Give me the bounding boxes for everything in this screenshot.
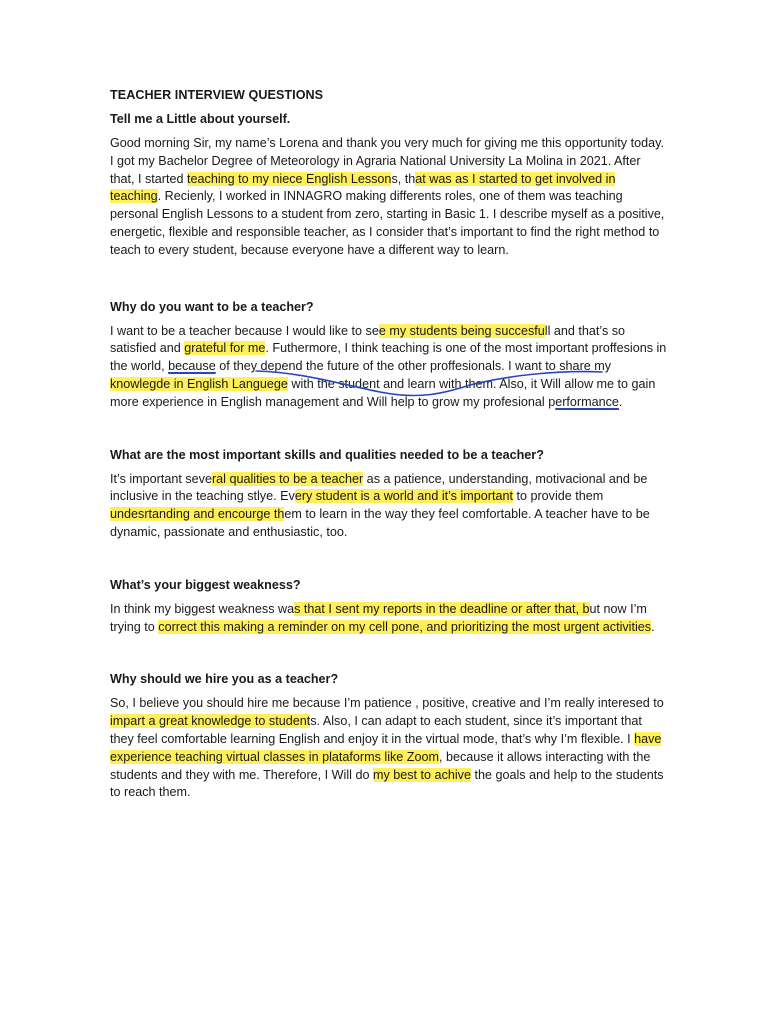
- highlighted-text: at was as I started to get involved in teaching: [110, 171, 616, 204]
- document-title: TEACHER INTERVIEW QUESTIONS: [110, 88, 324, 102]
- highlighted-text: ery student is a world and it’s important: [294, 489, 513, 504]
- question-why-teacher: Why do you want to be a teacher?: [110, 299, 314, 314]
- question-why-hire: Why should we hire you as a teacher?: [110, 672, 339, 687]
- answer-why-hire: [110, 695, 668, 802]
- highlighted-text: grateful for me: [184, 341, 266, 356]
- section-skills: [110, 446, 668, 542]
- answer-text: Good morning Sir, my name’s Lorena and thank you very much for giving me this opportunity today. I got my Bachelor Degree of Meteorology in Agraria National University La Molina in 2021. After that, I started: [110, 136, 664, 186]
- question-skills-qualities: What are the most important skills and qualities needed to be a teacher?: [110, 447, 544, 462]
- pen-underlined-text: erformance: [555, 394, 619, 409]
- answer-why-teacher: [110, 323, 668, 412]
- answer-text: the goals and help to the students to reach them.: [110, 767, 664, 800]
- answer-text: to provide them: [512, 489, 604, 504]
- section-hire: [110, 670, 668, 802]
- highlighted-text: have experience teaching virtual classes in plataforms like Zoom: [110, 731, 662, 764]
- highlighted-text: my best to achive: [372, 767, 471, 782]
- answer-text: ll and that’s so satisfied and: [110, 323, 626, 356]
- answer-text: It’s important seve: [110, 471, 212, 486]
- answer-text: s. Also, I can adapt to each student, since it’s important that they feel comfortable learning English and enjoy it in the virtual mode, that’s why I’m flexible. I: [110, 714, 642, 746]
- highlighted-text: s that I sent my reports in the deadline or after that, b: [294, 601, 590, 616]
- highlighted-text: knowlegde in English Languege: [110, 376, 288, 391]
- answer-text: as a patience, understanding, motivacional and be inclusive in the teaching stlye. Ev: [110, 471, 648, 504]
- answer-text: em to learn in the way they feel comfortable. A teacher have to be dynamic, passionate and enthusiastic, too.: [110, 507, 650, 539]
- answer-text: . Recienly, I worked in INNAGRO making differents roles, one of them was teaching personal English Lessons to a student from zero, starting in Basic 1. I describe myself as a positive, energetic, flexible and responsible teacher, as I consider that’s important to find the right method to teach to every student, because everyone have a different way to learn.: [110, 189, 665, 257]
- answer-text: .: [651, 619, 655, 634]
- highlighted-text: correct this making a reminder on my cell pone, and prioritizing the most urgent activities: [158, 619, 652, 634]
- highlighted-text: teaching to my niece English Lesson: [187, 171, 392, 186]
- question-biggest-weakness: What’s your biggest weakness?: [110, 577, 301, 592]
- question-about-yourself: Tell me a Little about yourself.: [110, 112, 291, 126]
- answer-text: So, I believe you should hire me because I’m patience , positive, creative and I’m really interesed to: [110, 696, 664, 711]
- highlighted-text: ral qualities to be a teacher: [211, 471, 364, 486]
- section-weakness: [110, 576, 668, 637]
- answer-text: I want to be a teacher because I would like to se: [110, 323, 379, 338]
- answer-text: ut now I’m trying to: [110, 601, 647, 634]
- answer-skills-qualities: [110, 471, 668, 542]
- answer-text: .: [618, 394, 623, 409]
- answer-biggest-weakness: [110, 601, 668, 637]
- answer-text: of they depend the future of the other proffesionals. I want to share my: [215, 359, 612, 374]
- pen-underlined-text: because: [168, 359, 216, 374]
- answer-text: with the student and learn with them. Also, it Will allow me to gain more experience in English management and Will help to grow my profesional p: [110, 376, 656, 409]
- section-why-teacher: [110, 298, 668, 412]
- highlighted-text: e my students being succesfu: [378, 323, 545, 338]
- answer-text: , because it allows interacting with the students and they with me. Therefore, I Will do: [110, 749, 651, 782]
- answer-text: . Futhermore, I think teaching is one of the most important proffesions in the world,: [110, 341, 667, 374]
- answer-about-yourself: [110, 135, 668, 260]
- highlighted-text: undesrtanding and encourge th: [110, 507, 285, 522]
- answer-text: s, th: [391, 171, 416, 186]
- section-about: [110, 110, 668, 260]
- highlighted-text: impart a great knowledge to student: [110, 714, 311, 729]
- answer-text: In think my biggest weakness wa: [110, 601, 295, 616]
